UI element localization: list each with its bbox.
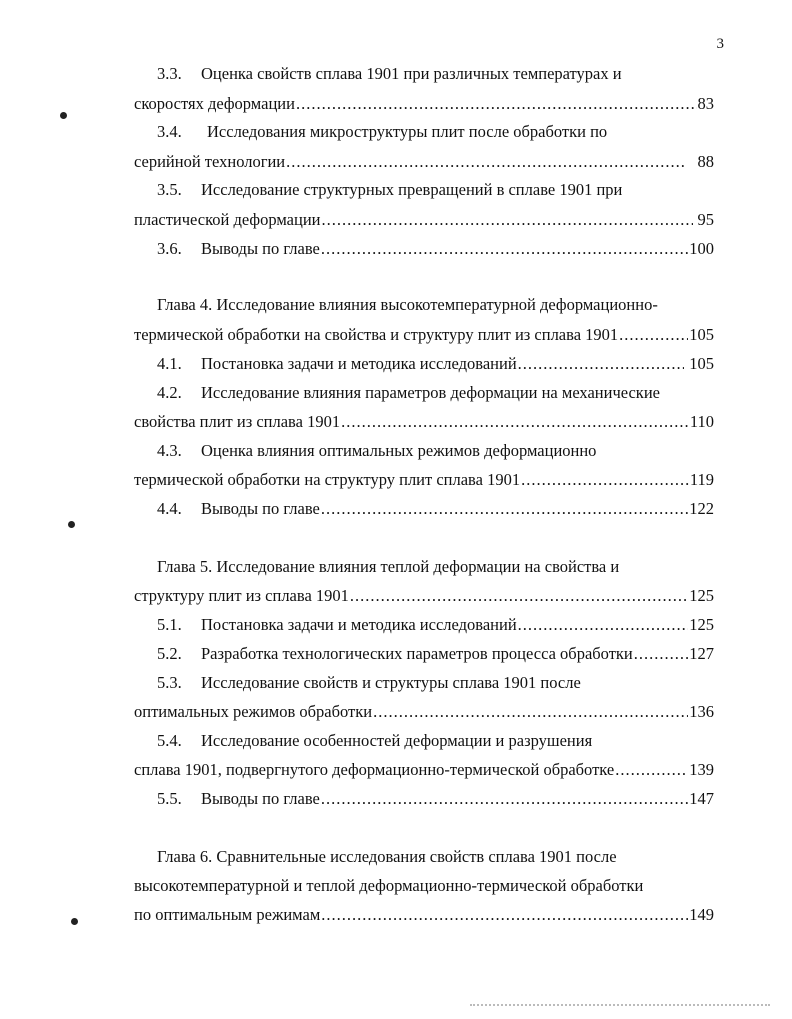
toc-number: 5.1. [157, 615, 182, 634]
toc-entry-5-3-cont [134, 700, 714, 724]
toc-title: Оценка влияния оптимальных режимов деформационно [201, 441, 597, 460]
toc-page: 83 [697, 94, 714, 113]
toc-number: 3.5. [157, 180, 182, 199]
toc-page: 147 [689, 789, 714, 808]
toc-entry-4-2-cont [134, 410, 714, 434]
toc-chapter-6-cont [134, 874, 714, 898]
chapter-title: по оптимальным режимам [134, 905, 321, 924]
dot-leader [321, 497, 688, 521]
toc-number: 4.4. [157, 499, 182, 518]
toc-entry-5-5 [157, 787, 714, 811]
toc-chapter-6-cont2 [134, 903, 714, 927]
toc-title: термической обработки на структуру плит сплава 1901 [134, 470, 521, 489]
chapter-title: структуру плит из сплава 1901 [134, 586, 349, 605]
toc-entry-3-3-cont [134, 92, 714, 116]
chapter-title: Глава 4. Исследование влияния высокотемпературной деформационно- [157, 295, 658, 314]
toc-entry-3-3 [157, 62, 714, 86]
toc-title: Исследования микроструктуры плит после обработки по [207, 122, 608, 141]
toc-number: 5.5. [157, 789, 182, 808]
toc-page: 88 [697, 152, 714, 171]
punch-hole-dot [60, 112, 67, 119]
toc-entry-3-4-cont [134, 150, 714, 174]
toc-title: Оценка свойств сплава 1901 при различных температурах и [201, 64, 622, 83]
toc-page: 105 [689, 325, 714, 344]
toc-page: 125 [689, 586, 714, 605]
toc-title: Постановка задачи и методика исследований [201, 354, 517, 373]
dot-leader [321, 237, 688, 261]
toc-page: 95 [697, 210, 714, 229]
toc-entry-4-3 [157, 439, 714, 463]
scan-artifact [470, 1000, 770, 1006]
toc-page: 119 [689, 470, 714, 489]
toc-number: 5.3. [157, 673, 182, 692]
toc-entry-3-5 [157, 178, 714, 202]
toc-page: 125 [689, 615, 714, 634]
toc-page: 110 [689, 412, 714, 431]
toc-number: 4.2. [157, 383, 182, 402]
toc-chapter-5-cont [134, 584, 714, 608]
dot-leader [521, 468, 689, 492]
toc-title: скоростях деформации [134, 94, 295, 113]
punch-hole-dot [71, 918, 78, 925]
toc-number: 3.4. [157, 122, 182, 141]
toc-chapter-4-cont [134, 323, 714, 347]
toc-page: 149 [689, 905, 714, 924]
dot-leader [321, 903, 688, 927]
chapter-title: Глава 5. Исследование влияния теплой деформации на свойства и [157, 557, 620, 576]
toc-number: 5.4. [157, 731, 182, 750]
toc-page: 122 [689, 499, 714, 518]
dot-leader [373, 700, 688, 724]
toc-page: 136 [689, 702, 714, 721]
dot-leader [518, 613, 689, 637]
toc-chapter-4 [157, 293, 714, 317]
toc-title: Исследование свойств и структуры сплава 1901 после [201, 673, 581, 692]
dot-leader [322, 208, 693, 232]
toc-entry-5-4 [157, 729, 714, 753]
toc-chapter-5 [157, 555, 714, 579]
toc-title: пластической деформации [134, 210, 321, 229]
toc-title: Исследование особенностей деформации и разрушения [201, 731, 593, 750]
toc-entry-5-3 [157, 671, 714, 695]
toc-title: Разработка технологических параметров процесса обработки [201, 644, 633, 663]
toc-entry-3-5-cont [134, 208, 714, 232]
toc-page: 139 [689, 760, 714, 779]
toc-number: 4.3. [157, 441, 182, 460]
toc-title: оптимальных режимов обработки [134, 702, 373, 721]
toc-title: серийной технологии [134, 152, 286, 171]
dot-leader [296, 92, 697, 116]
toc-number: 3.6. [157, 239, 182, 258]
toc-entry-4-3-cont [134, 468, 714, 492]
dot-leader [321, 787, 688, 811]
toc-title: Выводы по главе [201, 499, 320, 518]
toc-entry-3-6 [157, 237, 714, 261]
dot-leader [286, 150, 685, 174]
toc-title: Выводы по главе [201, 789, 320, 808]
dot-leader [341, 410, 689, 434]
toc-title: свойства плит из сплава 1901 [134, 412, 341, 431]
punch-hole-dot [68, 521, 75, 528]
toc-entry-4-2 [157, 381, 714, 405]
dot-leader [615, 758, 688, 782]
dot-leader [619, 323, 688, 347]
dot-leader [518, 352, 685, 376]
toc-title: Исследование влияния параметров деформации на механические [201, 383, 660, 402]
page-number: 3 [716, 36, 724, 52]
chapter-title: термической обработки на свойства и структуру плит из сплава 1901 [134, 325, 619, 344]
toc-page: 105 [689, 354, 714, 373]
chapter-title: высокотемпературной и теплой деформационно-термической обработки [134, 876, 644, 895]
toc-title: Исследование структурных превращений в сплаве 1901 при [201, 180, 623, 199]
toc-page: 100 [689, 239, 714, 258]
toc-entry-3-4 [157, 120, 714, 144]
chapter-title: Глава 6. Сравнительные исследования свойств сплава 1901 после [157, 847, 617, 866]
toc-number: 4.1. [157, 354, 182, 373]
dot-leader [350, 584, 688, 608]
toc-entry-5-2 [157, 642, 714, 666]
toc-title: сплава 1901, подвергнутого деформационно-термической обработке [134, 760, 615, 779]
toc-title: Постановка задачи и методика исследований [201, 615, 517, 634]
toc-chapter-6 [157, 845, 714, 869]
toc-number: 5.2. [157, 644, 182, 663]
toc-entry-5-4-cont [134, 758, 714, 782]
toc-entry-4-4 [157, 497, 714, 521]
toc-title: Выводы по главе [201, 239, 320, 258]
toc-page: 127 [689, 644, 714, 663]
dot-leader [634, 642, 689, 666]
toc-entry-4-1 [157, 352, 714, 376]
toc-number: 3.3. [157, 64, 182, 83]
toc-entry-5-1 [157, 613, 714, 637]
